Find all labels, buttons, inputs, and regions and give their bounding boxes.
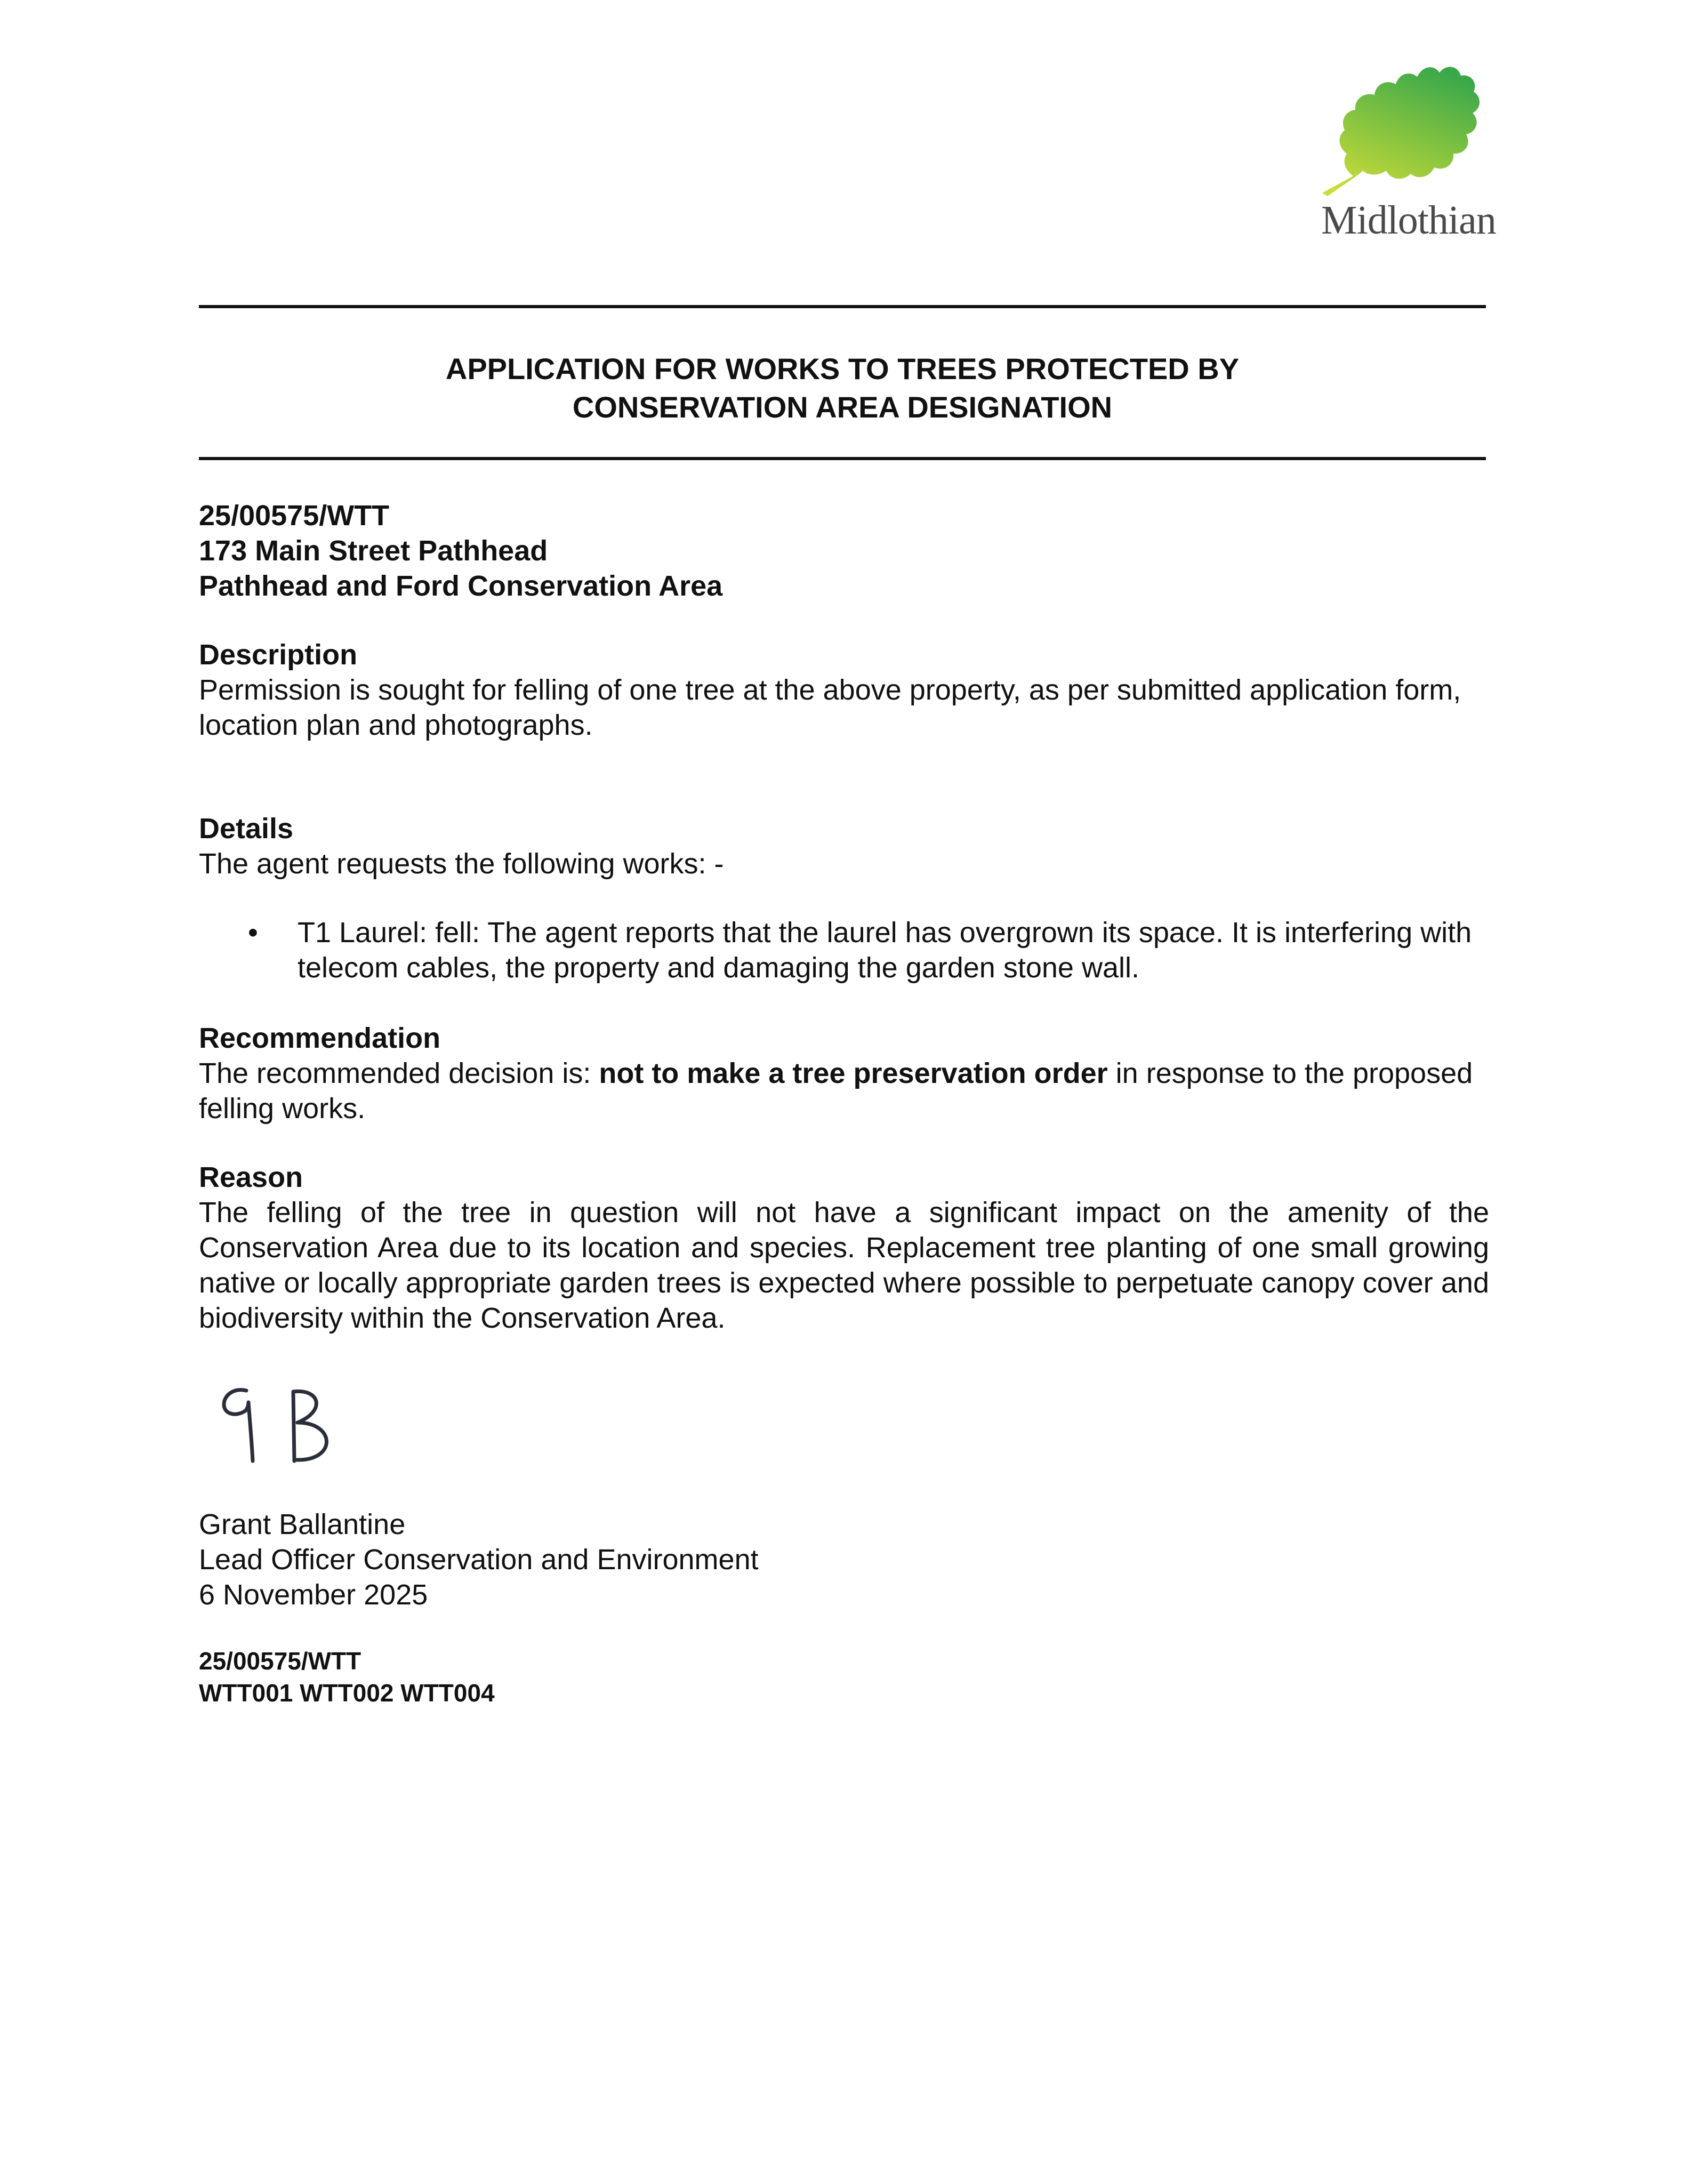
footer-plans: WTT001 WTT002 WTT004 [199, 1679, 495, 1707]
property-address: 173 Main Street Pathhead [199, 535, 548, 567]
top-rule [199, 305, 1486, 308]
description-text: Permission is sought for felling of one tree at the above property, as per submitted application form, location plan and photographs. [199, 674, 1461, 741]
signatory-role: Lead Officer Conservation and Environment [199, 1544, 759, 1576]
recommendation-section [199, 1021, 1489, 1126]
oak-leaf-icon [1312, 44, 1493, 204]
details-intro: The agent requests the following works: - [199, 848, 724, 880]
signatory-name: Grant Ballantine [199, 1508, 406, 1540]
signature-date: 6 November 2025 [199, 1579, 428, 1611]
description-section [199, 637, 1489, 743]
list-item: T1 Laurel: fell: The agent reports that the laurel has overgrown its space. It is interfering with telecom cables, the property and damaging the garden stone wall. [298, 917, 1472, 984]
recommendation-heading: Recommendation [199, 1022, 441, 1054]
recommendation-prefix: The recommended decision is: [199, 1057, 599, 1089]
reference-number: 25/00575/WTT [199, 500, 390, 532]
reason-text: The felling of the tree in question will not have a significant impact on the amenity of the Conservation Area due to its location and species. Replacement tree planting of one small growing native or locally appropriate garden trees is expected where possible to perpetuate canopy cover and biodiversity within the Conservation Area. [199, 1197, 1489, 1334]
bullet-icon: • [248, 917, 258, 949]
details-heading: Details [199, 813, 294, 845]
title-line-2: CONSERVATION AREA DESIGNATION [572, 390, 1113, 424]
reason-section [199, 1160, 1489, 1336]
application-header [199, 498, 1489, 604]
recommendation-decision: not to make a tree preservation order [599, 1057, 1108, 1089]
signature-initials-icon [213, 1381, 352, 1472]
title-line-1: APPLICATION FOR WORKS TO TREES PROTECTED BY [445, 352, 1240, 386]
bottom-rule [199, 457, 1486, 460]
handwritten-signature [213, 1381, 352, 1472]
recommendation-text [199, 1056, 1489, 1126]
logo-wordmark: Midlothian [1321, 198, 1496, 243]
conservation-area: Pathhead and Ford Conservation Area [199, 570, 723, 602]
signatory-block [199, 1507, 1489, 1612]
description-heading: Description [199, 639, 358, 671]
recommendation-suffix: in response to the proposed felling works. [199, 1057, 1473, 1125]
page-title [199, 350, 1486, 427]
reason-heading: Reason [199, 1161, 303, 1193]
footer-reference: 25/00575/WTT [199, 1647, 361, 1675]
details-section [199, 811, 1489, 881]
